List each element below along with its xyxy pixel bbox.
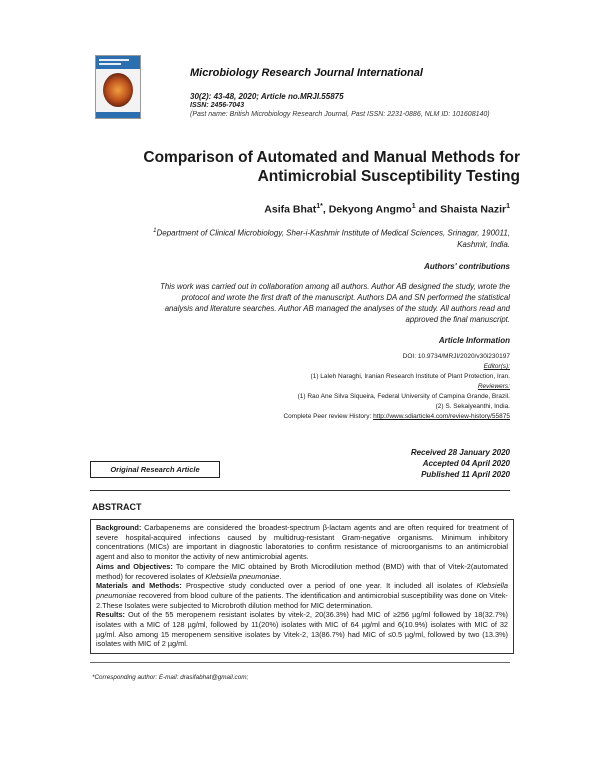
- aims-end: .: [279, 571, 282, 581]
- accepted-date: Accepted 04 April 2020: [422, 459, 510, 468]
- published-date: Published 11 April 2020: [421, 470, 510, 479]
- journal-name: Microbiology Research Journal International: [190, 67, 423, 79]
- editor-entry: (1) Laleh Naraghi, Iranian Research Institute of Plant Protection, Iran.: [310, 373, 510, 380]
- citation: 30(2): 43-48, 2020; Article no.MRJI.55875: [190, 92, 344, 101]
- author-sup: 1: [506, 203, 510, 210]
- contributions-line: approved the final manuscript.: [405, 315, 510, 324]
- corresponding-author-footnote: *Corresponding author: E-mail: drasifabhat@gmail.com;: [92, 674, 249, 681]
- author-name: Shaista Nazir: [440, 203, 507, 216]
- author-separator: and: [415, 203, 441, 216]
- reviewer-entry: (1) Rao Ane Silva Siqueira, Federal University of Campina Grande, Brazil.: [297, 393, 510, 400]
- author-name: Dekyong Angmo: [328, 203, 412, 216]
- abstract-heading: ABSTRACT: [92, 502, 142, 512]
- article-info-heading: Article Information: [438, 336, 510, 345]
- publication-dates: [300, 447, 510, 480]
- past-name: (Past name: British Microbiology Research Journal, Past ISSN: 2231-0886, NLM ID: 101608140): [190, 111, 490, 118]
- aims-label: Aims and Objectives:: [96, 561, 173, 571]
- abstract-results: [96, 610, 508, 649]
- title-line-2: Antimicrobial Susceptibility Testing: [257, 168, 520, 185]
- doi: DOI: 10.9734/MRJI/2020/v30i230197: [402, 353, 510, 360]
- review-history-label: Complete Peer review History:: [283, 413, 374, 420]
- section-divider: [90, 490, 510, 491]
- background-label: Background:: [96, 523, 142, 532]
- results-text: Out of the 55 meropenem resistant isolates by vitek-2, 20(36.3%) had MIC of ≥256 µg/ml followed by 18(32.7%) isolates with a MIC of 128 µg/ml, followed by 11(20%) isolates with MIC of 64 µg/ml and 6(10.9%) isolates with MIC of 32 µg/ml. Also among 15 meropenem sensitive isolates by Vitek-2, 13(86.7%) had MIC of ≤0.5 µg/ml, followed by two (13.3%) isolates with MIC of 2 µg/ml.: [96, 610, 508, 649]
- results-label: Results:: [96, 610, 125, 620]
- received-date: Received 28 January 2020: [410, 448, 510, 457]
- author-sup: 1: [411, 203, 416, 210]
- reviewers-label: Reviewers:: [477, 383, 510, 390]
- article-type-label: Original Research Article: [110, 465, 200, 474]
- issn: ISSN: 2456-7043: [190, 102, 245, 109]
- cover-footer-band: [96, 112, 140, 118]
- methods-text-2: recovered from blood culture of the patients. The identification and antimicrobial susceptibility was done on Vitek-2.These Isolates were subjected to Microbroth dilution method for MIC determination.: [96, 590, 508, 610]
- cover-header-band: [96, 56, 140, 69]
- affiliation-line-1: Department of Clinical Microbiology, Sher-i-Kashmir Institute of Medical Sciences, Srinagar, 190011,: [156, 228, 510, 238]
- background-text: Carbapenems are considered the broadest-spectrum β-lactam agents and are often required for treatment of severe hospital-acquired infections caused by multidrug-resistant Gram-negative organisms. Minimum inhibitory concentrations (MICs) are important in diagnostic laboratories to confirm resistance of microorganisms to an antimicrobial agent and also to monitor the activity of new antimicrobial agents.: [96, 523, 508, 562]
- author-separator: ,: [322, 203, 329, 216]
- contributions-heading: Authors' contributions: [424, 262, 510, 271]
- abstract-aims: [96, 562, 508, 581]
- title-line-1: Comparison of Automated and Manual Methods for: [143, 149, 520, 166]
- contributions-line: analysis and literature searches. Author AB managed the analyses of the study. All authors read and: [164, 304, 510, 313]
- methods-organism: Klebsiella pneumoniae: [96, 581, 508, 600]
- article-info: [200, 352, 510, 422]
- abstract-background: [96, 523, 508, 562]
- methods-text: Prospective study conducted over a period of one year. It included all isolates of: [181, 581, 477, 591]
- methods-label: Materials and Methods:: [96, 581, 182, 591]
- affiliation-line-2: Kashmir, India.: [457, 239, 510, 249]
- footnote-divider: [90, 662, 510, 663]
- affiliation-sup: 1: [153, 228, 157, 234]
- aims-text: To compare the MIC obtained by Broth Microdilution method (BMD) with that of Vitek-2(automated method) for recovered isolates of: [96, 561, 509, 581]
- aims-organism: Klebsiella pneumoniae: [205, 571, 280, 581]
- author-name: Asifa Bhat: [264, 203, 317, 216]
- journal-cover-image: [95, 55, 141, 119]
- contributions-line: protocol and wrote the first draft of the manuscript. Authors DA and SN performed the statistical: [181, 293, 510, 302]
- affiliation: [90, 226, 510, 250]
- abstract-box: [90, 519, 514, 654]
- author-list: [90, 203, 510, 216]
- review-history-link[interactable]: http://www.sdiarticle4.com/review-history/55875: [373, 413, 510, 420]
- abstract-methods: [96, 581, 508, 610]
- contributions-line: This work was carried out in collaboration among all authors. Author AB designed the study, wrote the: [160, 282, 510, 291]
- article-type-box: [90, 461, 220, 478]
- editors-label: Editor(s):: [483, 363, 510, 370]
- reviewer-entry: (2) S. Sekaiyeanthi, India.: [435, 403, 510, 410]
- contributions-text: [90, 281, 510, 325]
- cover-microbe-illustration: [103, 73, 133, 107]
- paper-title: [90, 148, 520, 186]
- author-sup: 1*: [316, 203, 323, 210]
